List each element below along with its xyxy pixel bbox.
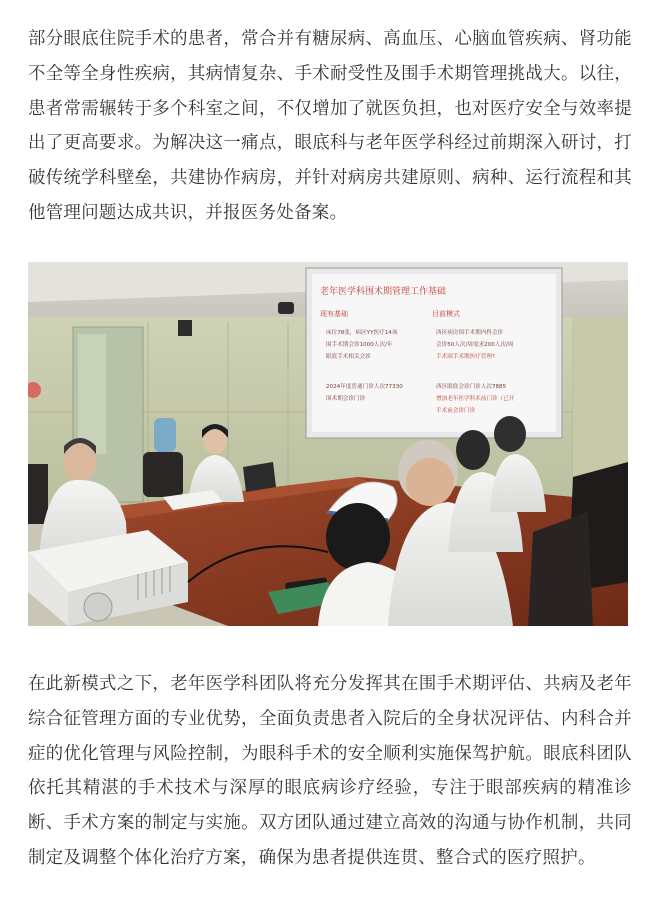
slide-left-item: 围术期会诊门诊 bbox=[326, 396, 366, 402]
slide-left-heading: 现有基础 bbox=[320, 310, 348, 318]
slide-right-heading: 目前模式 bbox=[432, 310, 460, 318]
slide-left-item: 2024年度普通门诊人次77330 bbox=[326, 384, 403, 390]
slide-right-item: 西区眼底会诊门诊人次7885 bbox=[436, 384, 507, 390]
slide-right-item: 手术围手术期医疗管理? bbox=[436, 354, 495, 360]
presentation-slide bbox=[306, 268, 562, 438]
slide-left-item: 围手术期会诊1000人次/年 bbox=[326, 342, 393, 348]
meeting-photo bbox=[28, 262, 628, 626]
slide-right-item: 会诊50人次/周需求200人次/周 bbox=[436, 342, 514, 348]
article-paragraph: 部分眼底住院手术的患者，常合并有糖尿病、高血压、心脑血管疾病、肾功能不全等全身性疾病，其病情复杂、手术耐受性及围手术期管理挑战大。以往，患者常需辗转于多个科室之间，不仅增加了就医负担，也对医疗安全与效率提出了更高要求。为解决这一痛点，眼底科与老年医学科经过前期深入研讨，打破传统学科壁垒，共建协作病房，并针对病房共建原则、病种、运行流程和其他管理问题达成共识，并报医务处备案。 bbox=[28, 29, 632, 223]
slide-right-item: 增加老年医学科术前门诊（已开 bbox=[436, 396, 515, 402]
slide-left-item: 眼底手术相关会诊 bbox=[326, 354, 371, 360]
slide-right-item: 手术前会诊门诊 bbox=[436, 408, 476, 414]
slide-left-item: 床位78张，病区YY医疗14项 bbox=[326, 330, 398, 336]
camera-icon bbox=[278, 302, 294, 314]
article-paragraph: 在此新模式之下，老年医学科团队将充分发挥其在围手术期评估、共病及老年综合征管理方面的专业优势，全面负责患者入院后的全身状况评估、内科合并症的优化管理与风险控制，为眼科手术的安全顺利实施保驾护航。眼底科团队依托其精湛的手术技术与深厚的眼底病诊疗经验，专注于眼部疾病的精准诊断、手术方案的制定与实施。双方团队通过建立高效的沟通与协作机制，共同制定及调整个体化治疗方案，确保为患者提供连贯、整合式的医疗照护。 bbox=[28, 674, 632, 868]
slide-title: 老年医学科围术期管理工作基础 bbox=[320, 287, 447, 297]
slide-right-item: 西区病房围手术期内科会诊 bbox=[436, 330, 504, 336]
